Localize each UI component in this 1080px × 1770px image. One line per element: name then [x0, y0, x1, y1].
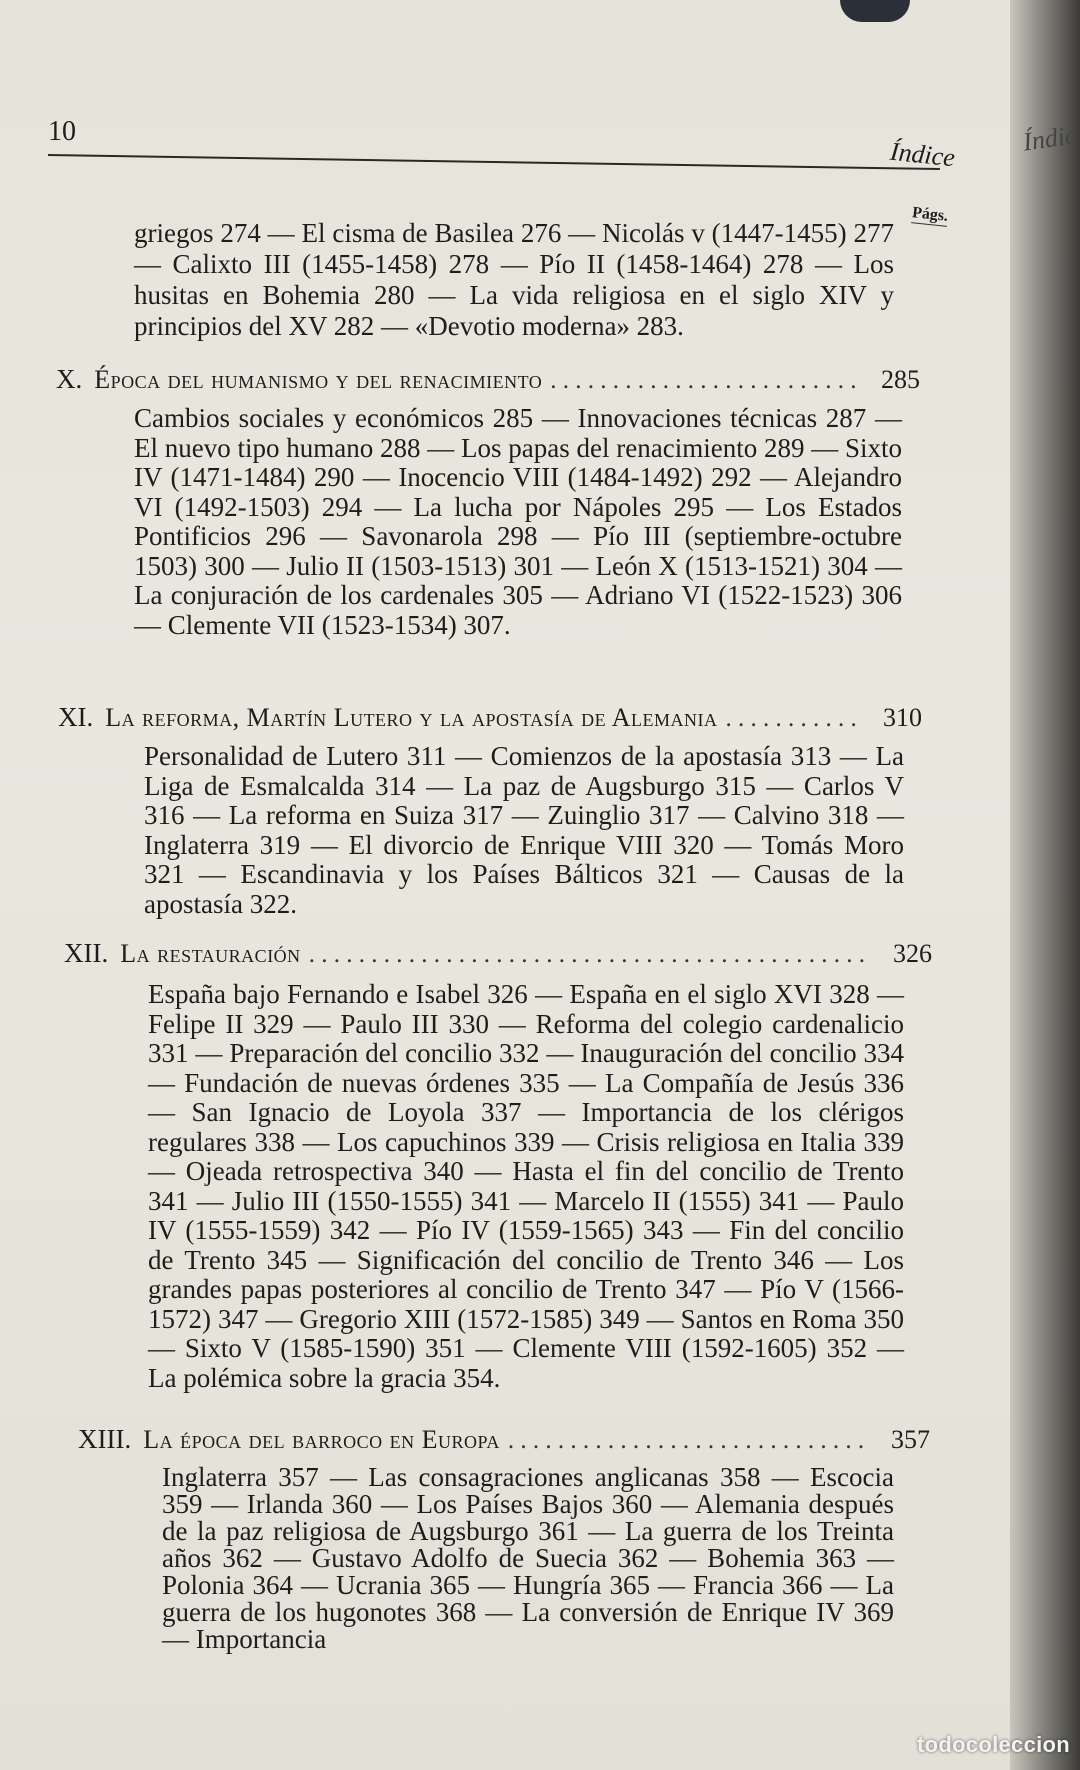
running-head: Índice — [888, 136, 957, 173]
chapter-x — [56, 364, 920, 395]
chapter-xiii — [78, 1424, 930, 1455]
chapter-xii — [64, 938, 932, 969]
chapter-xiii-body: Inglaterra 357 — Las consagraciones anglicanas 358 — Escocia 359 — Irlanda 360 — Los Países Bajos 360 — Alemania después de la paz religiosa de Augsburgo 361 — La guerra de los Treinta años 362 — Gustavo Adolfo de Suecia 362 — Bohemia 363 — Polonia 364 — Ucrania 365 — Hungría 365 — Francia 366 — La guerra de los hugonotes 368 — La conversión de Enrique IV 369 — Importancia — [162, 1462, 894, 1654]
chapter-numeral: XIII. — [78, 1424, 132, 1454]
chapter-heading — [64, 938, 932, 969]
chapter-xi — [58, 702, 922, 733]
page-corner-tab — [840, 0, 910, 22]
chapter-heading — [58, 702, 922, 733]
leader-dots — [725, 705, 858, 733]
column-label: Págs. — [911, 204, 949, 225]
leader-dots — [309, 941, 868, 969]
chapter-title: Época del humanismo y del renacimiento — [94, 365, 543, 394]
chapter-numeral: XI. — [58, 702, 94, 732]
next-page-head: Índic — [1020, 120, 1078, 157]
leader-dots — [508, 1427, 866, 1455]
chapter-xii-body: España bajo Fernando e Isabel 326 — España en el siglo XVI 328 — Felipe II 329 — Paulo III 330 — Reforma del colegio cardenalicio 331 — Preparación del concilio 332 — Inauguración del concilio 334 — Fundación de nuevas órdenes 335 — La Compañía de Jesús 336 — San Ignacio de Loyola 337 — Importancia de los clérigos regulares 338 — Los capuchinos 339 — Crisis religiosa en Italia 339 — Ojeada retrospectiva 340 — Hasta el fin del concilio de Trento 341 — Julio III (1550-1555) 341 — Marcelo II (1555) 341 — Paulo IV (1555-1559) 342 — Pío IV (1559-1565) 343 — Fin del concilio de Trento 345 — Significación del concilio de Trento 346 — Los grandes papas posteriores al concilio de Trento 347 — Pío V (1566-1572) 347 — Gregorio XIII (1572-1585) 349 — Santos en Roma 350 — Sixto V (1585-1590) 351 — Clemente VIII (1592-1605) 352 — La polémica sobre la gracia 354. — [148, 979, 904, 1393]
chapter-page: 310 — [883, 703, 922, 732]
chapter-numeral: XII. — [64, 938, 109, 968]
watermark: todocoleccion — [916, 1732, 1070, 1757]
header-rule — [48, 154, 940, 170]
chapter-heading — [78, 1424, 930, 1455]
continuation-text: griegos 274 — El cisma de Basilea 276 — Nicolás v (1447-1455) 277 — Calixto III (1455-1458) 278 — Pío II (1458-1464) 278 — Los husitas en Bohemia 280 — La vida religiosa en el siglo XIV y principios del XV 282 — «Devotio moderna» 283. — [134, 218, 894, 341]
book-edge — [1010, 0, 1080, 1770]
chapter-numeral: X. — [56, 364, 83, 394]
chapter-page: 326 — [893, 939, 932, 968]
chapter-title: La reforma, Martín Lutero y la apostasía de Alemania — [105, 703, 718, 732]
chapter-x-body: Cambios sociales y económicos 285 — Innovaciones técnicas 287 — El nuevo tipo humano 288 — Los papas del renacimiento 289 — Sixto IV (1471-1484) 290 — Inocencio VIII (1484-1492) 292 — Alejandro VI (1492-1503) 294 — La lucha por Nápoles 295 — Los Estados Pontificios 296 — Savonarola 298 — Pío III (septiembre-octubre 1503) 300 — Julio II (1503-1513) 301 — León X (1513-1521) 304 — La conjuración de los cardenales 305 — Adriano VI (1522-1523) 306 — Clemente VII (1523-1534) 307. — [134, 403, 902, 640]
page-number: 10 — [48, 116, 76, 147]
chapter-title: La restauración — [120, 939, 301, 968]
chapter-title: La época del barroco en Europa — [143, 1425, 500, 1454]
chapter-page: 357 — [891, 1425, 930, 1454]
chapter-xi-body: Personalidad de Lutero 311 — Comienzos de la apostasía 313 — La Liga de Esmalcalda 314 — La paz de Augsburgo 315 — Carlos V 316 — La reforma en Suiza 317 — Zuinglio 317 — Calvino 318 — Inglaterra 319 — El divorcio de Enrique VIII 320 — Tomás Moro 321 — Escandinavia y los Países Bálticos 321 — Causas de la apostasía 322. — [144, 741, 904, 919]
leader-dots — [550, 367, 856, 395]
chapter-heading — [56, 364, 920, 395]
chapter-page: 285 — [881, 365, 920, 394]
